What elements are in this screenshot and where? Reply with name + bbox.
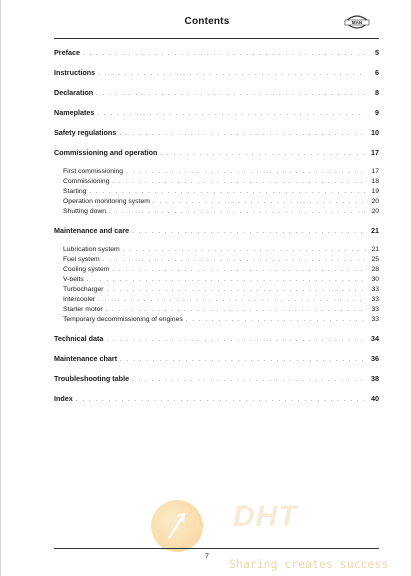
toc-page-number: 36 [371,354,379,363]
page-number: 7 [205,553,209,560]
arrow-icon [165,510,189,540]
dot-leader [186,315,366,325]
toc-page-number: 8 [375,88,379,97]
toc-page-number: 33 [371,286,379,293]
toc-entry-troubleshooting-table[interactable] [54,373,379,385]
toc-label: Nameplates [54,108,95,117]
toc-page-number: 20 [371,198,379,205]
logo-text: MAN [351,20,363,26]
toc-sublabel: Shutting down [63,208,107,215]
toc-sublabel: Temporary decommissioning of engines [63,316,183,323]
toc-subentry[interactable] [63,207,379,217]
toc-sublabel: Operation monitoring system [63,198,150,205]
toc-subentry[interactable] [63,315,379,325]
toc-subentry[interactable] [63,197,379,207]
dot-leader [109,207,366,217]
dot-leader [76,394,366,406]
watermark [149,500,412,576]
toc-page-number: 33 [371,296,379,303]
man-logo [343,13,371,31]
toc-subentry[interactable] [63,275,379,285]
dot-leader [132,226,366,238]
dot-leader [89,187,366,197]
toc-label: Troubleshooting table [54,374,130,383]
toc-subentry[interactable] [63,265,379,275]
dot-leader [132,374,366,386]
toc-entry-technical-data[interactable] [54,333,379,345]
toc-sublabel: Commissioning [63,178,110,185]
dot-leader [87,275,366,285]
toc-page-number: 17 [371,168,379,175]
toc-entry-nameplates[interactable] [54,107,379,119]
toc-page-number: 9 [375,108,379,117]
toc-page-number: 21 [371,246,379,253]
toc-page-number: 10 [371,128,379,137]
toc-sublabel: Starter motor [63,306,103,313]
toc-sublabel: Fuel system [63,256,100,263]
toc-label: Technical data [54,334,104,343]
toc-page-number: 21 [371,226,379,235]
toc-label: Safety regulations [54,128,117,137]
toc-subentry[interactable] [63,187,379,197]
toc-subentry[interactable] [63,295,379,305]
toc-page-number: 17 [371,148,379,157]
dot-leader [106,334,366,346]
toc-page-number: 34 [371,334,379,343]
toc-entry-index[interactable] [54,393,379,405]
dot-leader [123,245,366,255]
header-divider [54,38,379,39]
table-of-contents [54,47,379,405]
toc-subsection-list [54,245,379,325]
dot-leader [97,108,366,120]
dot-leader [107,285,366,295]
toc-label: Index [54,394,73,403]
toc-label: Maintenance and care [54,226,130,235]
toc-page-number: 5 [375,48,379,57]
toc-page-number: 25 [371,256,379,263]
toc-page-number: 38 [371,374,379,383]
toc-page-number: 30 [371,276,379,283]
dot-leader [153,197,366,207]
toc-entry-instructions[interactable] [54,67,379,79]
toc-entry-commissioning-operation[interactable] [54,147,379,159]
toc-page-number: 19 [371,188,379,195]
toc-subentry[interactable] [63,245,379,255]
dot-leader [160,148,366,160]
toc-page-number: 28 [371,266,379,273]
dot-leader [126,167,366,177]
dot-leader [106,305,366,315]
dot-leader [119,128,366,140]
toc-page-number: 20 [371,208,379,215]
toc-entry-safety-regulations[interactable] [54,127,379,139]
toc-label: Instructions [54,68,96,77]
toc-page-number: 33 [371,306,379,313]
page-title: Contents [184,16,230,27]
toc-sublabel: V-belts [63,276,84,283]
toc-page-number: 33 [371,316,379,323]
dot-leader [96,88,366,100]
toc-page-number: 18 [371,178,379,185]
toc-label: Preface [54,48,80,57]
toc-subentry[interactable] [63,177,379,187]
dot-leader [98,295,366,305]
toc-subentry[interactable] [63,285,379,295]
toc-entry-maintenance-chart[interactable] [54,353,379,365]
toc-entry-preface[interactable] [54,47,379,59]
toc-page-number: 40 [371,394,379,403]
dot-leader [98,68,366,80]
toc-label: Declaration [54,88,94,97]
dot-leader [120,354,366,366]
dot-leader [83,48,366,60]
toc-sublabel: Cooling system [63,266,110,273]
toc-sublabel: Lubrication system [63,246,120,253]
dot-leader [112,177,366,187]
toc-sublabel: Intercooler [63,296,96,303]
toc-sublabel: Starting [63,188,87,195]
toc-subentry[interactable] [63,305,379,315]
toc-sublabel: First commissioning [63,168,124,175]
dot-leader [112,265,366,275]
toc-label: Maintenance chart [54,354,118,363]
toc-subsection-list [54,167,379,217]
watermark-tagline: Sharing creates success [229,557,389,571]
toc-sublabel: Turbocharger [63,286,104,293]
toc-entry-declaration[interactable] [54,87,379,99]
footer-divider [54,548,379,549]
toc-subentry[interactable] [63,255,379,265]
toc-page-number: 6 [375,68,379,77]
toc-label: Commissioning and operation [54,148,158,157]
watermark-logo: DHT [233,500,298,533]
toc-subentry[interactable] [63,167,379,177]
dot-leader [103,255,366,265]
toc-entry-maintenance-care[interactable] [54,225,379,237]
